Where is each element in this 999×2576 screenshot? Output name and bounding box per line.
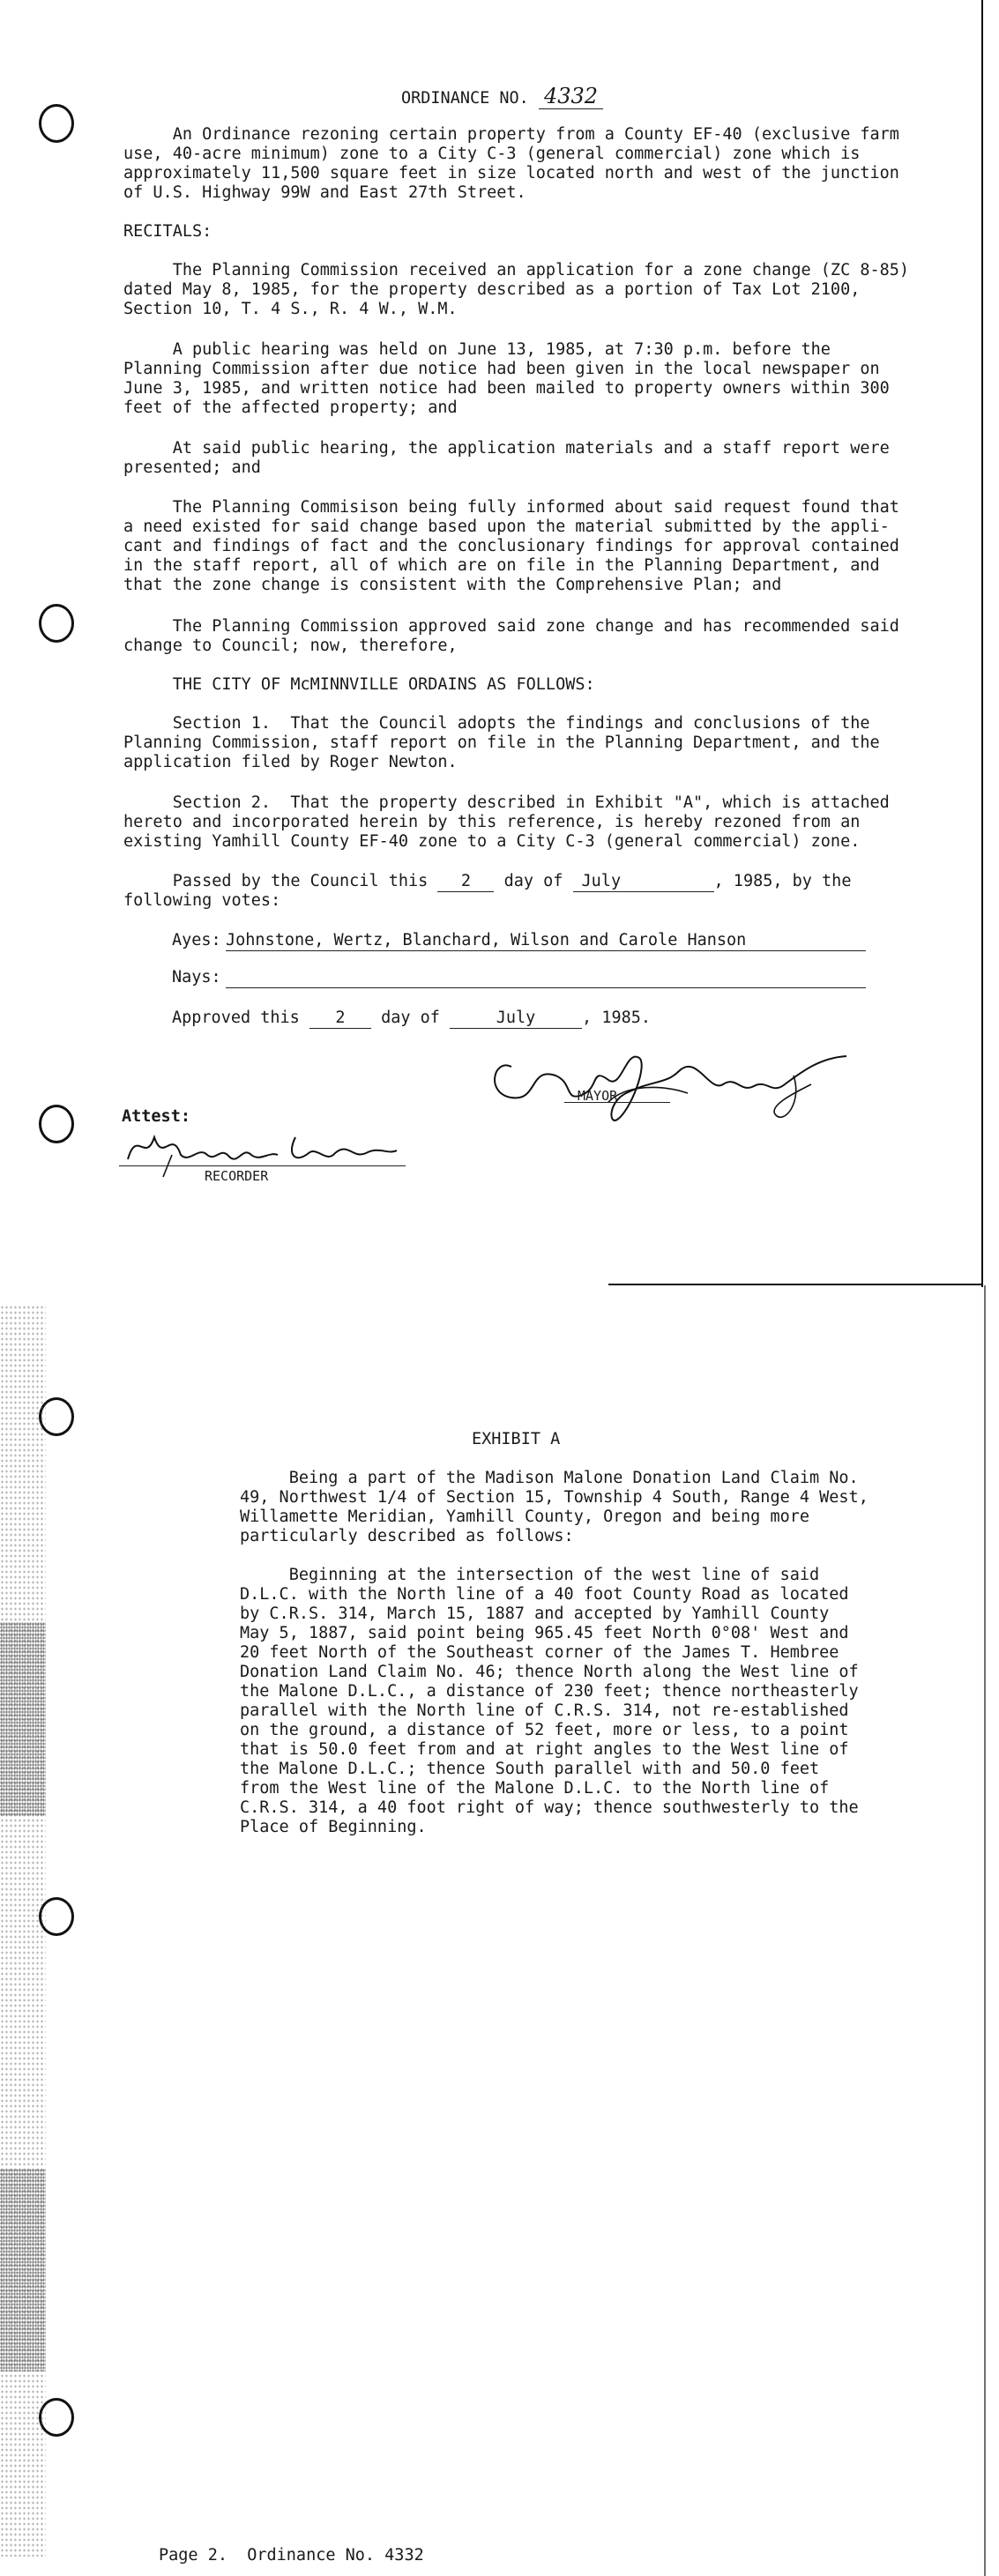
approved-suffix: , 1985. — [582, 1009, 652, 1027]
passed-line — [123, 872, 851, 892]
recital-paragraph: The Planning Commission approved said zone change and has recommended said change to Council; now, therefore, — [123, 617, 899, 655]
approved-line — [172, 1009, 651, 1029]
scan-noise — [0, 1622, 46, 1816]
ordinance-intro: An Ordinance rezoning certain property from a County EF-40 (exclusive farm use, 40-acre minimum) zone to a City C-3 (general commercial) zone which is approximately 11,500 square feet in size located north and west of the junction of U.S. Highway 99W and East 27th Street. — [123, 125, 899, 202]
approved-prefix: Approved this — [172, 1009, 300, 1027]
ayes-label: Ayes: — [172, 931, 221, 949]
approved-day: 2 — [309, 1009, 371, 1029]
section-2: Section 2. That the property described in Exhibit "A", which is attached hereto and incorporated herein by this reference, is hereby rezoned from an existing Yamhill County EF-40 zone to a City C-3 (general commercial) zone. — [123, 793, 890, 851]
ordinance-title-label: ORDINANCE NO. — [401, 89, 529, 108]
page-footer: Page 2. Ordinance No. 4332 — [159, 2546, 424, 2565]
mayor-signature — [476, 1031, 855, 1128]
passed-day: 2 — [437, 872, 494, 892]
approved-mid: day of — [381, 1009, 440, 1027]
punch-hole — [39, 604, 74, 643]
exhibit-title: EXHIBIT A — [472, 1430, 561, 1448]
nays-label: Nays: — [172, 968, 221, 986]
exhibit-paragraph: Beginning at the intersection of the west line of said D.L.C. with the North line of a 40 foot County Road as located by C.R.S. 314, March 15, 1887 and accepted by Yamhill County May 5, 1887, said point being 965.45 feet North 0°08' West and 20 feet North of the Southeast corner of the James T. Hembree Donation Land Claim No. 46; thence North along the West line of the Malone D.L.C., a distance of 230 feet; thence northeasterly parallel with the North line of C.R.S. 314, not re-established on the ground, a distance of 52 feet, more or less, to a point that is 50.0 feet from and at right angles to the West line of the Malone D.L.C.; thence South parallel with and 50.0 feet from the West line of the Malone D.L.C. to the North line of C.R.S. 314, a 40 foot right of way; thence southwesterly to the Place of Beginning. — [240, 1566, 859, 1836]
nays-blank — [226, 968, 866, 988]
recital-paragraph: At said public hearing, the application materials and a staff report were presented; and — [123, 439, 890, 477]
section-1: Section 1. That the Council adopts the findings and conclusions of the Planning Commission, staff report on file in the Planning Department, and the application filed by Roger Newton. — [123, 714, 880, 771]
passed-prefix: Passed by the Council this — [123, 872, 429, 890]
scan-noise — [0, 2169, 46, 2371]
ayes-value: Johnstone, Wertz, Blanchard, Wilson and Carole Hanson — [226, 931, 866, 951]
ordinance-title — [401, 86, 603, 108]
recital-paragraph: A public hearing was held on June 13, 1985, at 7:30 p.m. before the Planning Commission after due notice had been given in the local newspaper on June 3, 1985, and written notice had been mailed to property owners within 300 feet of the affected property; and — [123, 340, 890, 417]
punch-hole — [39, 1105, 74, 1143]
recital-paragraph: The Planning Commisison being fully informed about said request found that a need existed for said change based upon the material submitted by the appli- cant and findings of fact and the conclusionary findings for approval contained in the staff report, all of which are on file in the Planning Department, and that the zone change is consistent with the Comprehensive Plan; and — [123, 498, 899, 594]
approved-month: July — [450, 1009, 582, 1029]
passed-mid: day of — [503, 872, 563, 890]
exhibit-paragraph: Being a part of the Madison Malone Donation Land Claim No. 49, Northwest 1/4 of Section 15, Township 4 South, Range 4 West, Willamette Meridian, Yamhill County, Oregon and being more particularly described as follows: — [240, 1469, 869, 1545]
punch-hole — [39, 104, 74, 143]
recitals-heading: RECITALS: — [123, 222, 212, 241]
page-edge-line — [981, 0, 983, 1287]
page-edge-line — [984, 1285, 986, 2576]
page-separator — [608, 1284, 983, 1285]
mayor-label: MAYOR — [578, 1088, 618, 1104]
passed-month: July — [573, 872, 714, 892]
ordinance-number: 4332 — [539, 84, 603, 109]
recital-paragraph: The Planning Commission received an application for a zone change (ZC 8-85) dated May 8, 1985, for the property described as a portion of Tax Lot 2100, Section 10, T. 4 S., R. 4 W., W.M. — [123, 261, 910, 318]
passed-line-2: following votes: — [123, 891, 281, 910]
ordains-heading: THE CITY OF McMINNVILLE ORDAINS AS FOLLOWS: — [123, 675, 595, 694]
passed-suffix: , 1985, by the — [713, 872, 852, 890]
attest-label: Attest: — [122, 1107, 190, 1126]
recorder-label: RECORDER — [205, 1168, 269, 1184]
